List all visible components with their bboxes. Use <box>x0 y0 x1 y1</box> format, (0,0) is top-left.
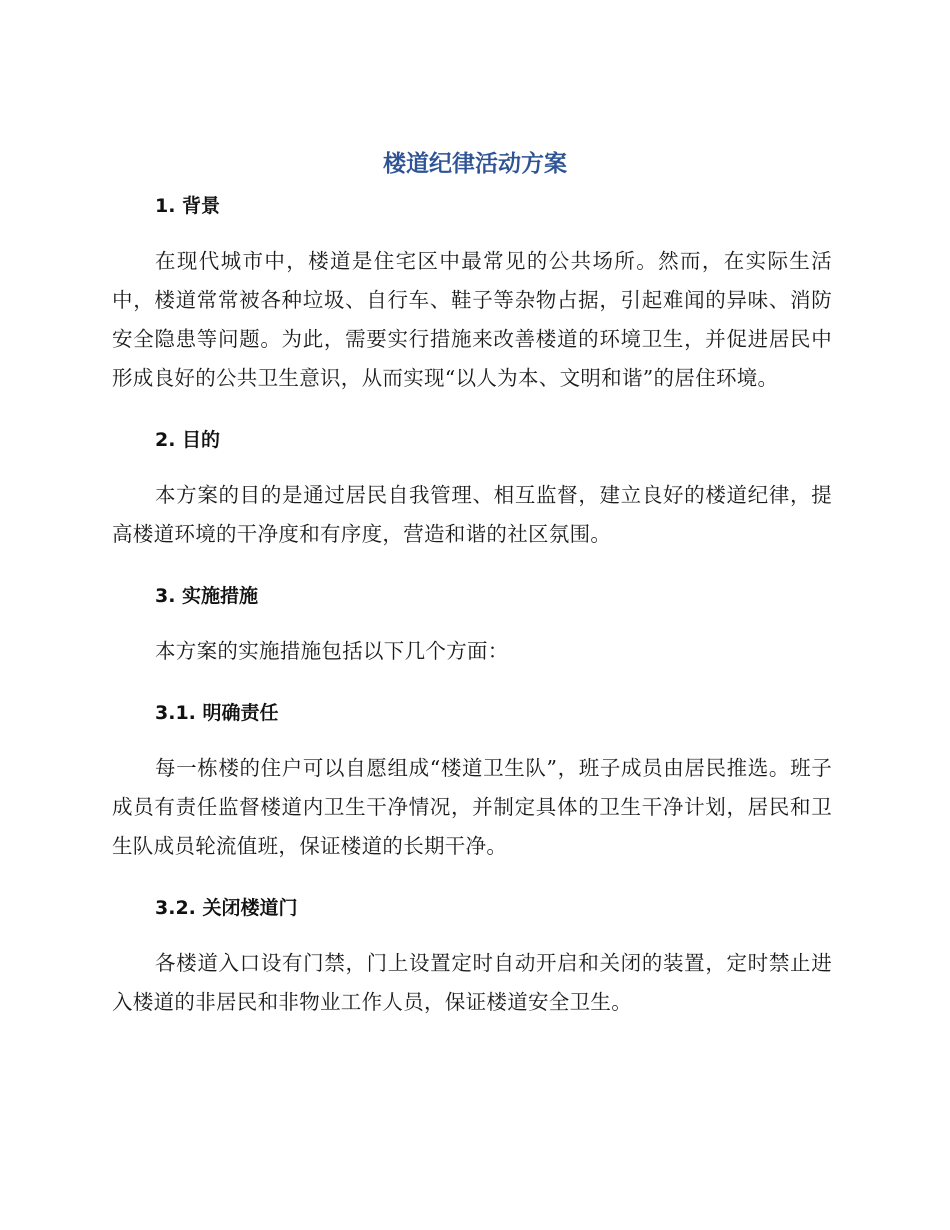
section-heading: 1. 背景 <box>155 195 221 217</box>
section-close-doors <box>112 892 832 1022</box>
section-measures <box>112 580 832 671</box>
section-background <box>112 190 832 398</box>
section-responsibility <box>112 697 832 866</box>
section-heading: 2. 目的 <box>155 429 221 451</box>
section-paragraph: 本方案的实施措施包括以下几个方面： <box>155 639 509 663</box>
section-paragraph: 本方案的目的是通过居民自我管理、相互监督，建立良好的楼道纪律，提高楼道环境的干净度和有序度，营造和谐的社区氛围。 <box>112 483 832 546</box>
section-heading: 3. 实施措施 <box>155 585 259 607</box>
section-heading: 3.2. 关闭楼道门 <box>155 897 298 919</box>
document-body <box>112 190 832 1022</box>
section-purpose <box>112 424 832 554</box>
document-title: 楼道纪律活动方案 <box>383 151 567 177</box>
section-paragraph: 在现代城市中，楼道是住宅区中最常见的公共场所。然而，在实际生活中，楼道常常被各种垃圾、自行车、鞋子等杂物占据，引起难闻的异味、消防安全隐患等问题。为此，需要实行措施来改善楼道的环境卫生，并促进居民中形成良好的公共卫生意识，从而实现“以人为本、文明和谐”的居住环境。 <box>112 249 832 390</box>
section-paragraph: 每一栋楼的住户可以自愿组成“楼道卫生队”，班子成员由居民推选。班子成员有责任监督楼道内卫生干净情况，并制定具体的卫生干净计划，居民和卫生队成员轮流值班，保证楼道的长期干净。 <box>112 756 832 858</box>
section-paragraph: 各楼道入口设有门禁，门上设置定时自动开启和关闭的装置，定时禁止进入楼道的非居民和非物业工作人员，保证楼道安全卫生。 <box>112 951 832 1014</box>
section-heading: 3.1. 明确责任 <box>155 702 279 724</box>
